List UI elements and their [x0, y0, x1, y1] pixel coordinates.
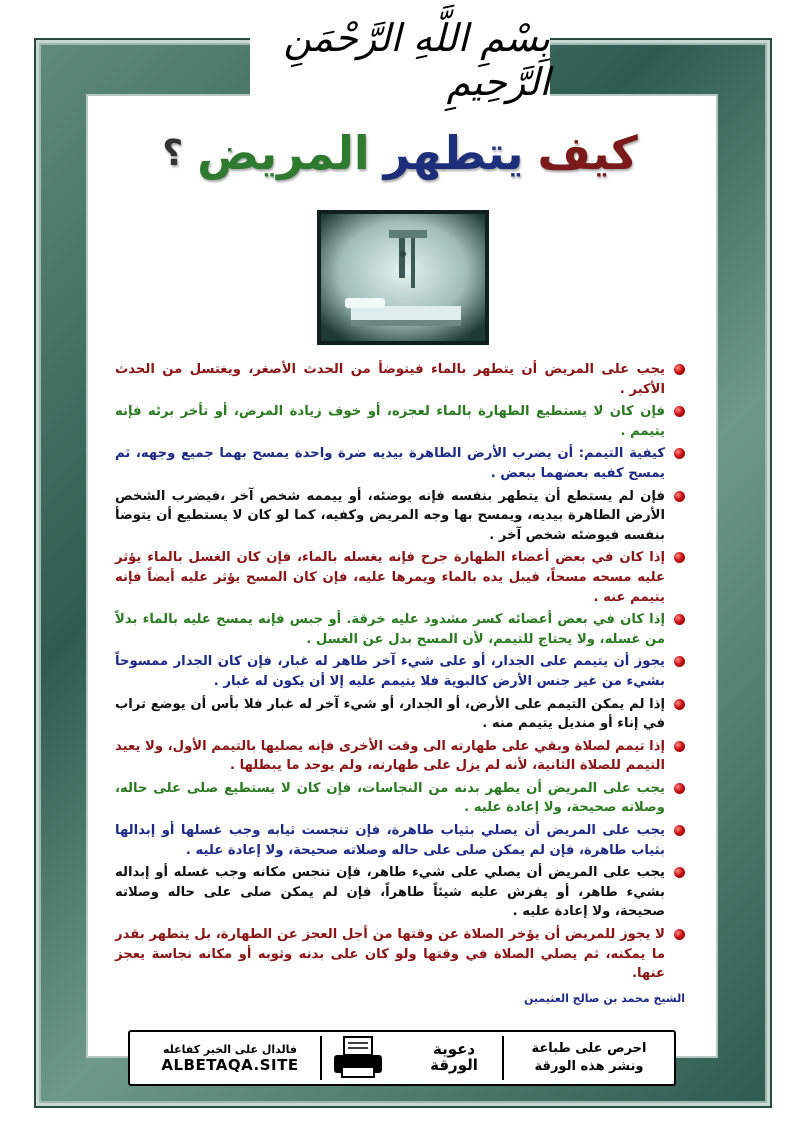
footer-print-line-1: احرص على طباعة [531, 1041, 647, 1056]
footer-print-note [514, 1036, 664, 1080]
bullet-icon [674, 783, 685, 794]
bullet-icon [674, 448, 685, 459]
footer-banner [128, 1030, 676, 1086]
logo-line-1: دعوية [432, 1040, 476, 1058]
footer-proverb: فالدال على الخير كفاعله [162, 1042, 298, 1056]
footer-site-link[interactable]: ALBETAQA.SITE [161, 1055, 299, 1074]
bullet-icon [674, 552, 685, 563]
bullet-icon [674, 364, 685, 375]
list-item: يجب على المريض أن يطهر بدنه من النجاسات، فإن كان لا يستطيع صلى على حاله، وصلاته صحيحة، ولا إعادة عليه . [115, 779, 685, 818]
bullet-icon [674, 491, 685, 502]
list-item: إذا لم يمكن التيمم على الأرض، أو الجدار، أو شيء آخر له غبار فلا بأس أن يوضع تراب في إناء أو منديل يتيمم منه . [115, 695, 685, 734]
list-item: يجب على المريض أن يصلي بثياب طاهرة، فإن تنجست ثيابه وجب غسلها أو إبدالها بثياب طاهرة، فإن لم يمكن صلى على حاله وصلاته صحيحة، ولا إعادة عليه . [115, 821, 685, 860]
bullet-icon [674, 656, 685, 667]
title-question-mark: ؟ [162, 132, 184, 174]
hospital-bed-photo [317, 210, 489, 345]
list-item: إذا كان في بعض أعضائه كسر مشدود عليه خرقة. أو جبس فإنه يمسح عليه بالماء بدلاً من غسله، ولا يحتاج للتيمم، لأن المسح بدل عن الغسل . [115, 610, 685, 649]
bullet-icon [674, 867, 685, 878]
list-item: يجب على المريض أن يصلي على شيء طاهر، فإن تنجس مكانه وجب غسله أو إبداله بشيء طاهر، أو يفرش عليه شيئاً طاهراً، فإن لم يمكن صلى على حاله وصلاته صحيحة، ولا إعادة عليه . [115, 863, 685, 922]
bullet-icon [674, 699, 685, 710]
list-item: إذا تيمم لصلاة وبقي على طهارته الى وقت الأخرى فإنه يصليها بالتيمم الأول، ولا يعيد التيمم للصلاة الثانية، لأنه لم يزل على طهارته، ولم يوجد ما يبطلها . [115, 737, 685, 776]
list-item: يجب على المريض أن يتطهر بالماء فيتوضأ من الحدث الأصغر، ويغتسل من الحدث الأكبر . [115, 360, 685, 399]
list-item: فإن لم يستطع أن يتطهر بنفسه فإنه يوضئه، أو ييممه شخص آخر ،فيضرب الشخص الأرض الطاهرة بيديه، ويمسح بها وجه المريض وكفيه، كما لو كان لا يستطيع أن يتوضأ بنفسه فيوضئه شخص آخر . [115, 487, 685, 546]
footer-divider [320, 1036, 322, 1080]
author-signature: الشيخ محمد بن صالح العثيمين [524, 992, 685, 1005]
logo-line-2: الورقة [430, 1056, 478, 1074]
title-word-3: المريض [197, 126, 370, 180]
instruction-list [115, 360, 685, 987]
list-item: فإن كان لا يستطيع الطهارة بالماء لعجزه، أو خوف زيادة المرض، أو تأخر برئه فإنه يتيمم . [115, 402, 685, 441]
bullet-icon [674, 406, 685, 417]
printer-icon [326, 1034, 390, 1080]
bullet-icon [674, 929, 685, 940]
list-item: إذا كان في بعض أعضاء الطهارة جرح فإنه يغسله بالماء، فإن كان الغسل بالماء يؤثر عليه مسحه مسحاً، فيبل يده بالماء ويمرها عليه، فإن كان المسح يؤثر عليه أيضاً فإنه يتيمم عنه . [115, 548, 685, 607]
hospital-bed-illustration [321, 214, 485, 341]
footer-divider [502, 1036, 504, 1080]
page-title [100, 118, 700, 188]
bullet-icon [674, 741, 685, 752]
basmala-calligraphy: بِسْمِ اللَّهِ الرَّحْمَنِ الرَّحِيمِ [283, 16, 550, 104]
bullet-icon [674, 825, 685, 836]
list-item: يجوز أن يتيمم على الجدار، أو على شيء آخر طاهر له غبار، فإن كان الجدار ممسوحاً بشيء من غير جنس الأرض كالبوية فلا يتيمم عليه إلا أن يكون له غبار . [115, 652, 685, 691]
footer-site-block [140, 1036, 320, 1080]
title-word-1: كيف [537, 126, 638, 180]
list-item: لا يجوز للمريض أن يؤخر الصلاة عن وقتها من أجل العجز عن الطهارة، بل يتطهر بقدر ما يمكنه، ثم يصلي الصلاة في وقتها ولو كان على بدنه وثوبه أو مكانه نجاسة يعجز عنها. [115, 925, 685, 984]
title-word-2: يتطهر [383, 126, 524, 180]
footer-print-line-2: ونشر هذه الورقة [534, 1059, 644, 1074]
footer-logo [414, 1034, 494, 1080]
bullet-icon [674, 614, 685, 625]
list-item: كيفية التيمم: أن يضرب الأرض الطاهرة بيديه ضرة واحدة يمسح بهما جميع وجهه، ثم يمسح كفيه بعضهما ببعض . [115, 444, 685, 483]
